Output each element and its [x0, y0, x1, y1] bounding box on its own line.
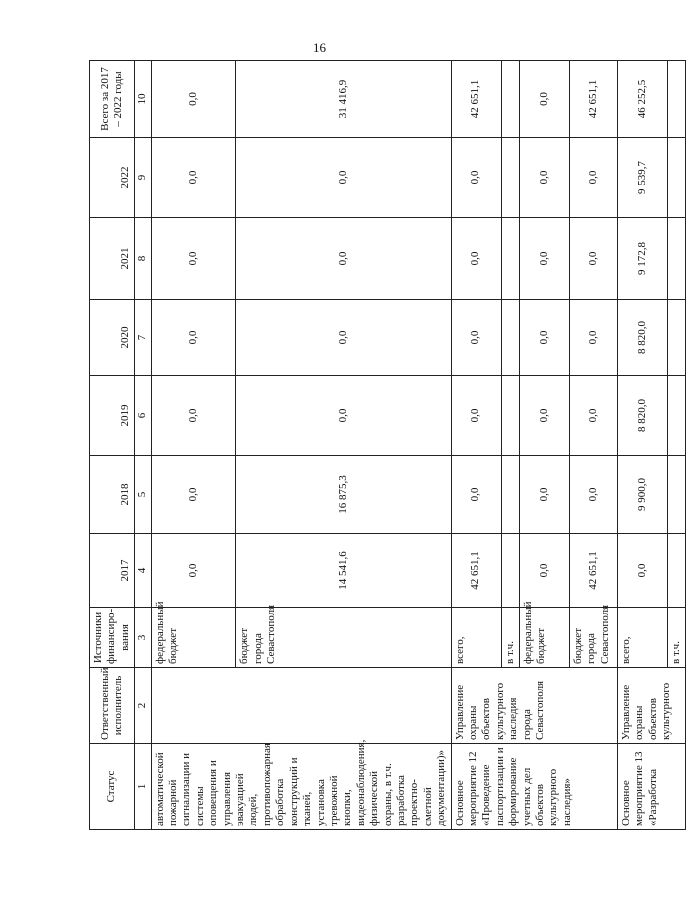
header-status: Статус [90, 744, 135, 830]
header-sources: Источники финансиро-вания [90, 608, 135, 668]
index-cell: 5 [135, 456, 151, 534]
status-cell: Основное мероприятие 12 «Проведение паспортизации и формирование учетных дел объектов культурного наследия» [451, 744, 617, 830]
source-cell: всего, [451, 608, 501, 668]
page-number: 16 [313, 40, 326, 55]
source-cell: федеральный бюджет [151, 608, 236, 668]
value-cell: 0,0 [519, 218, 569, 300]
value-cell: 16 875,3 [236, 456, 451, 534]
value-cell: 9 900,0 [617, 456, 667, 534]
index-cell: 4 [135, 534, 151, 608]
value-cell: 42 651,1 [569, 61, 617, 138]
value-cell: 0,0 [236, 300, 451, 376]
value-cell: 9 172,8 [617, 218, 667, 300]
source-cell: бюджет города Севастополя [569, 608, 617, 668]
value-cell: 0,0 [519, 61, 569, 138]
source-cell: всего, [617, 608, 667, 668]
value-cell: 0,0 [451, 218, 501, 300]
value-cell: 0,0 [519, 376, 569, 456]
column-index-row [135, 61, 151, 830]
value-cell: 0,0 [451, 456, 501, 534]
index-cell: 8 [135, 218, 151, 300]
rotated-table-area [89, 61, 682, 830]
value-cell: 8 820,0 [617, 300, 667, 376]
value-cell: 0,0 [569, 376, 617, 456]
value-cell: 0,0 [451, 138, 501, 218]
index-cell: 2 [135, 668, 151, 744]
value-cell: 0,0 [519, 300, 569, 376]
header-year: 2018 [90, 456, 135, 534]
value-cell: 0,0 [151, 300, 236, 376]
value-cell: 0,0 [151, 376, 236, 456]
value-cell: 0,0 [151, 456, 236, 534]
value-cell [667, 534, 685, 608]
header-year: 2017 [90, 534, 135, 608]
header-row [90, 61, 135, 830]
source-cell: федеральный бюджет [519, 608, 569, 668]
status-cell: Основное мероприятие 13 «Разработка [617, 744, 685, 830]
budget-table [89, 60, 686, 830]
value-cell: 42 651,1 [569, 534, 617, 608]
table-row [617, 61, 667, 830]
value-cell [667, 456, 685, 534]
source-cell: в т.ч. [501, 608, 519, 668]
value-cell: 8 820,0 [617, 376, 667, 456]
table-row [451, 61, 501, 830]
executor-cell: Управление охраны объектов культурного наследия города Севастополя [451, 668, 617, 744]
value-cell [501, 61, 519, 138]
value-cell: 14 541,6 [236, 534, 451, 608]
value-cell: 0,0 [236, 376, 451, 456]
index-cell: 1 [135, 744, 151, 830]
value-cell: 0,0 [569, 300, 617, 376]
value-cell [667, 61, 685, 138]
value-cell [667, 218, 685, 300]
table-row [151, 61, 236, 830]
header-total: Всего за 2017 – 2022 годы [90, 61, 135, 138]
value-cell [667, 300, 685, 376]
header-year: 2019 [90, 376, 135, 456]
value-cell: 42 651,1 [451, 534, 501, 608]
value-cell: 0,0 [617, 534, 667, 608]
value-cell [501, 534, 519, 608]
value-cell: 0,0 [236, 138, 451, 218]
value-cell: 9 539,7 [617, 138, 667, 218]
executor-cell: Управление охраны объектов культурного [617, 668, 685, 744]
value-cell: 0,0 [569, 456, 617, 534]
value-cell: 0,0 [451, 376, 501, 456]
executor-cell [151, 668, 451, 744]
value-cell: 0,0 [569, 218, 617, 300]
index-cell: 3 [135, 608, 151, 668]
value-cell: 42 651,1 [451, 61, 501, 138]
value-cell [501, 218, 519, 300]
value-cell: 0,0 [151, 534, 236, 608]
value-cell: 0,0 [519, 534, 569, 608]
value-cell: 0,0 [236, 218, 451, 300]
value-cell: 0,0 [151, 138, 236, 218]
source-cell: бюджет города Севастополя [236, 608, 451, 668]
source-cell: в т.ч. [667, 608, 685, 668]
value-cell [501, 456, 519, 534]
header-year: 2022 [90, 138, 135, 218]
header-year: 2020 [90, 300, 135, 376]
value-cell: 0,0 [519, 138, 569, 218]
value-cell: 0,0 [519, 456, 569, 534]
index-cell: 6 [135, 376, 151, 456]
value-cell [501, 300, 519, 376]
index-cell: 9 [135, 138, 151, 218]
value-cell [501, 376, 519, 456]
value-cell: 0,0 [151, 61, 236, 138]
value-cell [667, 138, 685, 218]
status-cell: автоматической пожарной сигнализации и системы оповещения и управления эвакуацией людей, противопожарная обработка конструкций и тканей, установка тревожной кнопки, видеонаблюдения, физической охраны, в т.ч. разработка проектно-сметной документации)» [151, 744, 451, 830]
value-cell: 0,0 [451, 300, 501, 376]
value-cell [501, 138, 519, 218]
index-cell: 10 [135, 61, 151, 138]
value-cell: 31 416,9 [236, 61, 451, 138]
value-cell: 0,0 [569, 138, 617, 218]
value-cell: 46 252,5 [617, 61, 667, 138]
header-executor: Ответственный исполнитель [90, 668, 135, 744]
value-cell [667, 376, 685, 456]
index-cell: 7 [135, 300, 151, 376]
value-cell: 0,0 [151, 218, 236, 300]
header-year: 2021 [90, 218, 135, 300]
